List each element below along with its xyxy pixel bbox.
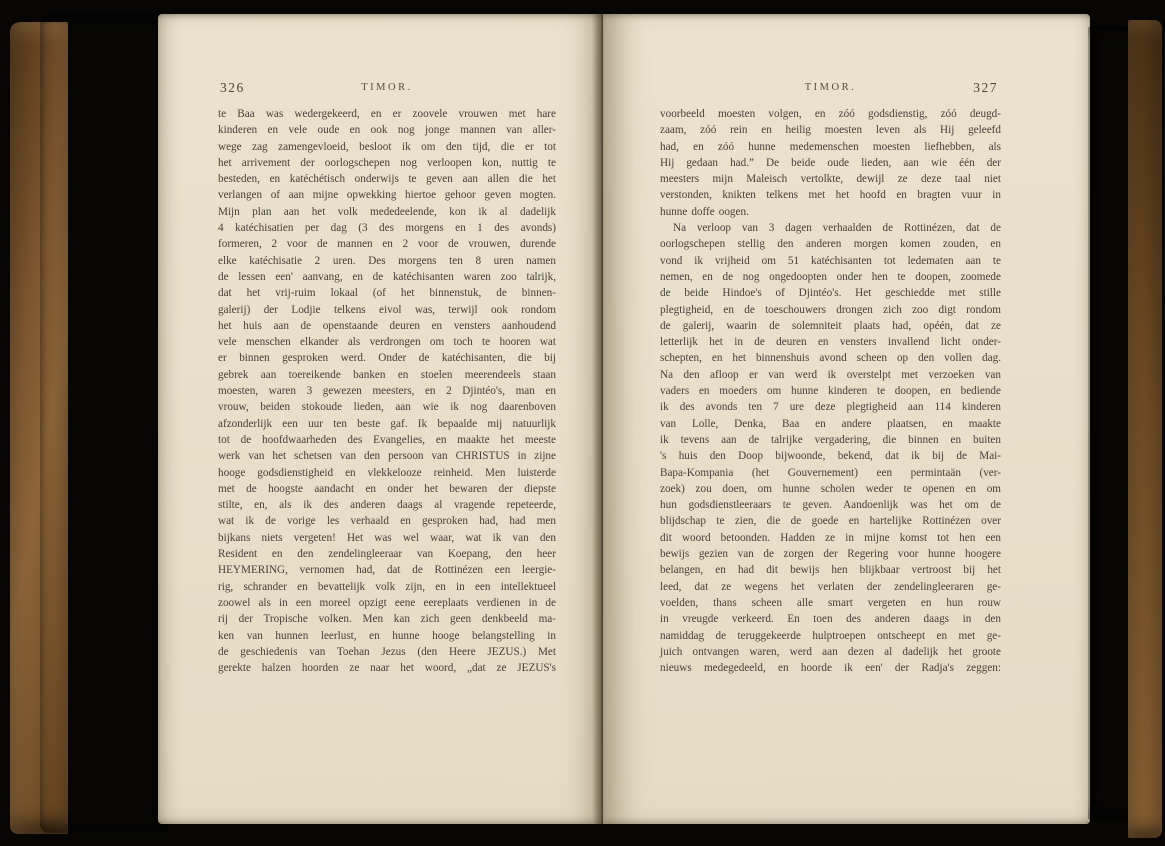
text-line: Hij gedaan had.” De beide oude lieden, aan wie één der (660, 156, 1001, 169)
text-line: dat het vrij-ruim lokaal (of het binnenstuk, de binnen- (218, 287, 556, 300)
text-line: hunne doffe oogen. (660, 205, 749, 218)
text-line: stilte, en, als ik des anderen daags al vragende repeteerde, (218, 499, 556, 512)
text-line: vrouw, beiden stokoude lieden, aan wie ik nog daarenboven (218, 401, 556, 414)
text-line: te Baa was wedergekeerd, en er zoovele vrouwen met hare (218, 108, 556, 120)
running-header-right: TIMOR. (804, 82, 857, 93)
text-line: 's huis den Doop bijwoonde, bekend, dat ik bij de Mai- (660, 450, 1001, 463)
text-line: verlangen of aan mijne opwekking hiertoe gehoor geven mogten. (218, 189, 556, 202)
text-line: werk van het schetsen van den persoon van CHRISTUS in zijne (218, 450, 556, 463)
text-line: schepten, en het binnenshuis avond scheen op den vollen dag. (660, 352, 1001, 365)
text-line: zoek) zou doen, om hunne scholen weder te openen en om (660, 482, 1001, 495)
text-line: van Lolle, Denka, Baa en andere plaatsen, en maakte (660, 417, 1001, 430)
page-number-left: 326 (220, 80, 245, 95)
text-line: dit woord betoonden. Hadden ze in mijne komst tot hen een (660, 531, 1001, 544)
text-line: HEYMERING, vernomen had, dat de Rottinézen een leergie- (218, 564, 556, 577)
running-header-left: TIMOR. (361, 82, 413, 93)
book-page-right (603, 14, 1090, 824)
text-line: hun godsdienstleeraars te geven. Aandoenlijk was het om de (660, 499, 1001, 512)
text-line: meesters mijn Maleisch vertolkte, dewijl ze deze taal niet (660, 173, 1001, 186)
running-header-row-left (158, 80, 603, 98)
text-line: belangen, en had dit bewijs hen blijkbaar vertroost bij het (660, 564, 1001, 577)
text-line: voorbeeld moesten volgen, en zóó godsdienstig, zóó deugd- (660, 108, 1001, 120)
text-line: ik des avonds ten 7 ure deze plegtigheid aan 114 kinderen (660, 401, 1001, 414)
text-line: met de hoogste aandacht en onder het bewaren der diepste (218, 482, 556, 495)
text-line: gebrek aan toereikende banken en stoelen meerendeels staan (218, 368, 556, 381)
text-line: voelden, thans scheen alle smart vergeten en hun rouw (660, 596, 1001, 609)
text-line: er binnen gesproken werd. Onder de katéchisanten, die bij (218, 352, 556, 365)
text-line: letterlijk het in de deuren en vensters invallend licht onder- (660, 336, 1001, 349)
text-line: vele menschen elkander als verdrongen om toch te hooren wat (218, 336, 556, 349)
text-line: moesten, waren 3 gewezen meesters, en 2 Djintéo's, man en (218, 385, 556, 398)
text-line: nieuws medegedeeld, en hoorde ik een' der Radja's zeggen: (660, 662, 1001, 675)
text-column-right (660, 106, 1001, 676)
text-line: blijdschap te zien, die de goede en hartelijke Rottinézen over (660, 515, 1001, 528)
text-line: oorlogschepen stellig den anderen morgen komen zouden, en (660, 238, 1001, 251)
text-line: wege zag zamengevloeid, besloot ik om den tijd, die er tot (218, 140, 556, 153)
text-line: wat ik de vorige les verhaald en gesproken had, had men (218, 515, 556, 528)
text-line: Mijn plan aan het volk mededeelende, kon ik al dadelijk (218, 205, 556, 218)
text-column-left (218, 106, 556, 676)
text-line: afzonderlijk een uur ten beste gaf. Ik bepaalde mij natuurlijk (218, 417, 556, 430)
text-line: gerekte halzen hoorden ze naar het woord, „dat ze JEZUS's (218, 662, 556, 675)
text-line: had, en zóó hunne medemenschen moesten liefhebben, als (660, 140, 1001, 153)
text-line: Na den afloop er van werd ik overstelpt met verzoeken van (660, 368, 1001, 381)
text-line: juich ontvangen waren, werd aan dezen al dadelijk het groote (660, 645, 1001, 658)
text-line: Na verloop van 3 dagen verhaalden de Rottinézen, dat de (673, 222, 1001, 235)
book-page-left (158, 14, 603, 824)
text-line: rig, schrander en bevattelijk volk zijn, en in een intellektueel (218, 580, 556, 593)
text-line: bewijs gezien van de zorgen der Regering voor hunne hoogere (660, 548, 1001, 561)
text-line: de lessen een' aanvang, en de katéchisanten waren zoo talrijk, (218, 270, 556, 283)
text-line: formeren, 2 voor de mannen en 2 voor de vrouwen, durende (218, 238, 556, 251)
text-line: kinderen en vele oude en ook nog jonge mannen van aller- (218, 124, 556, 137)
text-line: elke katéchisatie 2 uren. Des morgens ten 8 uren namen (218, 254, 556, 267)
text-line: besteden, en katéchétisch onderwijs te geven aan allen die het (218, 173, 556, 186)
text-line: de galerij, waarin de solemniteit plaats had, opéén, dat ze (660, 319, 1001, 332)
text-line: het huis aan de openstaande deuren en vensters aanhoudend (218, 319, 556, 332)
book-cover-right (1128, 20, 1162, 838)
text-line: vond ik vrijheid om 51 katéchisanten tot ledematen aan te (660, 254, 1001, 267)
text-line: namiddag de teruggekeerde hulptroepen ontscheept en met ge- (660, 629, 1001, 642)
page-number-right: 327 (973, 80, 998, 95)
text-line: plegtigheid, en de toeschouwers drongen zich zoo digt rondom (660, 303, 1001, 316)
text-line: Resident en den zendelingleeraar van Koepang, den heer (218, 548, 556, 561)
page-edges-left (40, 13, 168, 833)
text-line: de beide Hindoe's of Djintéo's. Het geschiedde met stille (660, 287, 1001, 300)
text-line: vaders en moeders om hunne kinderen te doopen, en bediende (660, 385, 1001, 398)
text-line: Bapa-Kompania (het Gouvernement) een permintaän (ver- (660, 466, 1001, 479)
text-line: bijkans niets vergeten! Het was wel waar, wat ik van den (218, 531, 556, 544)
text-line: tot de hoofdwaarheden des Evangelies, en maakte het meeste (218, 433, 556, 446)
text-line: de geschiedenis van Toehan Jezus (den Heere JEZUS.) Met (218, 645, 556, 658)
text-line: in vreugde verkeerd. En toen des anderen daags in den (660, 613, 1001, 626)
text-line: 4 katéchisatien per dag (3 des morgens en 1 des avonds) (218, 222, 556, 235)
text-line: verstonden, knikten telkens met het hoofd en bragten vuur in (660, 189, 1001, 202)
text-line: leed, dat ze wegens het verlaten der zendelingleeraren ge- (660, 580, 1001, 593)
text-line: galerij) der Lodjie telkens eivol was, terwijl ook rondom (218, 303, 556, 316)
text-line: rij der Tropische volken. Men kan zich geen denkbeeld ma- (218, 613, 556, 626)
text-line: nemen, en de nog ongedoopten onder hen te doopen, zoomede (660, 270, 1001, 283)
text-line: zaam, zóó rein en heilig moesten leven als Hij geleefd (660, 124, 1001, 137)
text-line: zoowel als in een moreel opzigt eene eereplaats verdienen in de (218, 596, 556, 609)
running-header-row-right (603, 80, 1090, 98)
text-line: ken van hunnen leerlust, en hunne hooge belangstelling in (218, 629, 556, 642)
text-line: het arrivement der oorlogschepen nog verloopen kon, nuttig te (218, 156, 556, 169)
text-line: ik tevens aan de talrijke vergadering, die binnen en buiten (660, 433, 1001, 446)
text-line: hooge godsdienstigheid en vlekkelooze reinheid. Men luisterde (218, 466, 556, 479)
